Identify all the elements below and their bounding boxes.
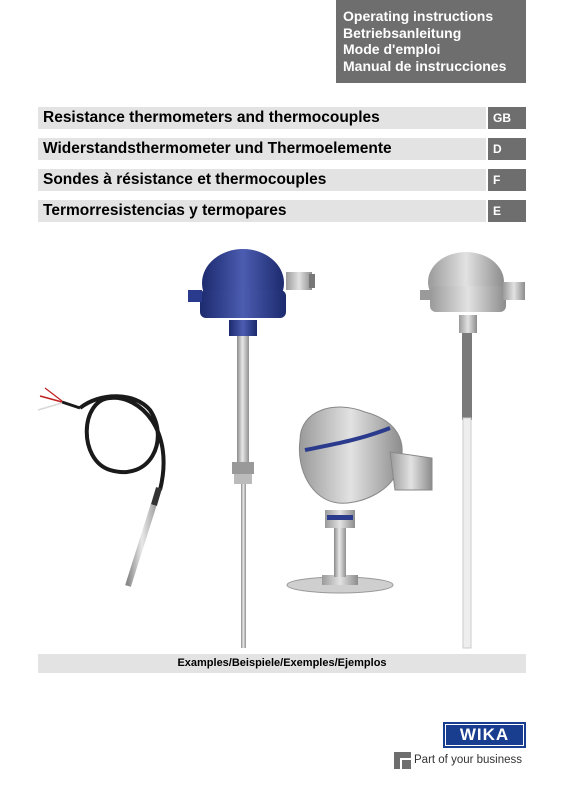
title-row-d (38, 138, 526, 160)
title-e: Termorresistencias y termopares (38, 200, 486, 222)
lang-tab-f: F (488, 169, 526, 191)
doc-type-es: Manual de instrucciones (343, 57, 507, 74)
title-f: Sondes à résistance et thermocouples (38, 169, 486, 191)
product-photos (0, 235, 564, 655)
title-row-e (38, 200, 526, 222)
brand-tagline: Part of your business (414, 754, 523, 766)
wika-logo-text: WIKA (446, 725, 523, 745)
examples-caption: Examples/Beispiele/Exemples/Ejemplos (38, 654, 526, 673)
title-d: Widerstandsthermometer und Thermoelemente (38, 138, 486, 160)
lang-tab-gb: GB (488, 107, 526, 129)
cable-probe-photo (38, 388, 164, 586)
silver-head-thermometer-photo (420, 252, 525, 648)
title-row-gb (38, 107, 526, 129)
lang-tab-d: D (488, 138, 526, 160)
doc-type-fr: Mode d'emploi (343, 41, 441, 57)
lang-tab-e: E (488, 200, 526, 222)
doc-type-de: Betriebsanleitung (343, 24, 462, 41)
title-gb: Resistance thermometers and thermocouples (38, 107, 486, 129)
flange-thermometer-photo (287, 407, 432, 593)
brand-square-icon (394, 752, 411, 769)
title-row-f (38, 169, 526, 191)
doc-type-en: Operating instructions (343, 8, 494, 24)
wika-logo (443, 722, 526, 748)
document-type-box (336, 0, 526, 83)
